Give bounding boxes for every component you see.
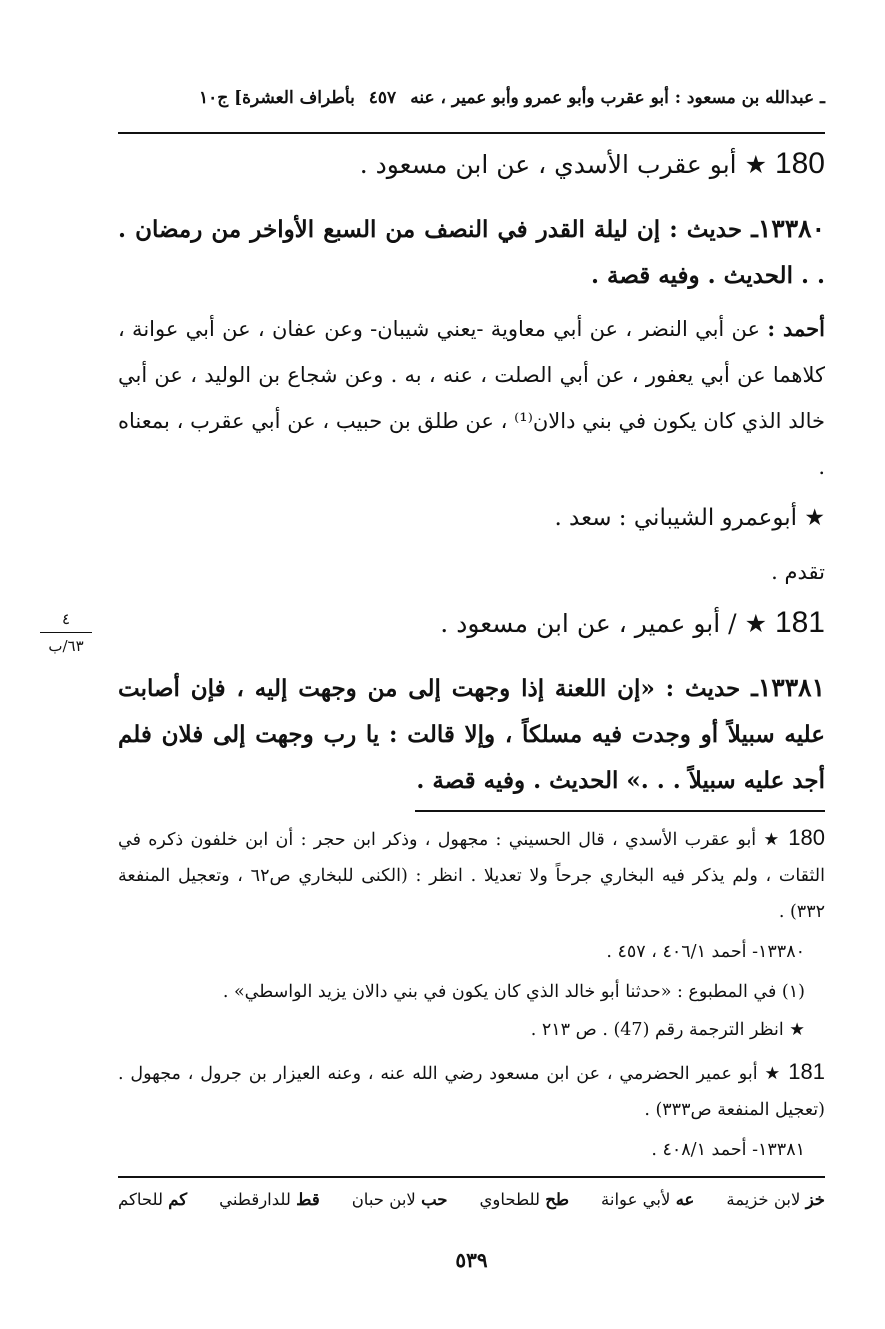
abbr-item: كم للحاكم [118, 1190, 188, 1209]
entry-heading-181 [118, 606, 825, 640]
footnote-1: (١) في المطبوع : «حدثنا أبو خالد الذي كان يكون في بني دالان يزيد الواسطي» . [222, 982, 805, 1002]
folio-slash: / [728, 609, 737, 638]
abbr-item: خز لابن خزيمة [726, 1190, 825, 1209]
cross-reference-note: تقدم . [771, 560, 825, 584]
folio-bottom: ٦٣/ب [48, 637, 84, 655]
footnote-text: أبو عمير الحضرمي ، عن ابن مسعود رضي الله عنه ، وعنه العيزار بن جرول ، مجهول . (تعجيل المنفعة ص٣٣٣) . [118, 1064, 825, 1120]
folio-top: ٤ [61, 610, 71, 628]
source-label: أحمد : [767, 316, 825, 341]
header-rule [118, 132, 825, 134]
header-section-title: ـ عبدالله بن مسعود : أبو عقرب وأبو عمرو وأبو عمير ، عنه [410, 88, 825, 108]
star-icon: ★ [744, 609, 767, 638]
entry-heading-180 [118, 147, 825, 181]
running-header [118, 88, 825, 108]
reference-13381: ١٣٣٨١- أحمد ٤٠٨/١ . [651, 1140, 805, 1160]
abbr-item: حب لابن حبان [351, 1190, 448, 1209]
footnote-180 [118, 820, 825, 930]
header-page-ref: ٤٥٧ [368, 88, 397, 108]
hadith-13381 [118, 665, 825, 804]
entry-number: 181 [774, 606, 825, 639]
folio-divider [40, 632, 92, 633]
entry-title: أبو عمير ، عن ابن مسعود . [440, 609, 721, 638]
hadith-number: ١٣٣٨٠ [757, 214, 825, 243]
entry-title: أبوعمرو الشيباني : سعد . [554, 505, 798, 531]
footnote-181 [118, 1054, 825, 1128]
hadith-text: ـ حديث : إن ليلة القدر في النصف من السبع الأواخر من رمضان . . . الحديث . وفيه قصة . [118, 216, 825, 289]
abbr-item: طح للطحاوي [479, 1190, 570, 1209]
footnote-number: 180 [788, 825, 825, 850]
footnote-text: أبو عقرب الأسدي ، قال الحسيني : مجهول ، وذكر ابن حجر : أن ابن خلفون ذكره في الثقات ، ولم يذكر فيه البخاري جرحاً ولا تعديلا . انظر : (الكنى للبخاري ص٦٢ ، وتعجيل المنفعة ٣٣٢) . [118, 830, 825, 922]
entry-number: 180 [774, 147, 825, 180]
star-icon: ★ [804, 505, 825, 531]
footnote-number: 181 [788, 1059, 825, 1084]
abbreviations-rule [118, 1176, 825, 1178]
star-icon: ★ [744, 150, 767, 179]
hadith-text: ـ حديث : «إن اللعنة إذا وجهت إلى من وجهت إليه ، فإن أصابت عليه سبيلاً أو وجدت فيه مسلكاً ، وإلا قالت : يا رب وجهت إلى فلان فلم أجد عليه سبيلاً . . .» الحديث . وفيه قصة . [118, 675, 825, 794]
star-icon: ★ [764, 1064, 782, 1084]
book-page [118, 0, 825, 1329]
header-book-title: بأطراف العشرة] ج١٠ [198, 88, 355, 108]
abbr-item: قط للدارقطني [219, 1190, 320, 1209]
margin-folio-note [36, 608, 96, 657]
entry-heading-abu-amr [118, 505, 825, 531]
footnote-rule [415, 810, 825, 812]
isnad-text: عن أبي النضر ، عن أبي معاوية -يعني شيبان- وعن عفان ، عن أبي عوانة ، كلاهما عن أبي يعفور ، عن أبي الصلت ، عنه ، به . وعن شجاع بن الوليد ، عن أبي خالد الذي كان يكون في بني دالان⁽¹⁾ ، عن طلق بن حبيب ، عن أبي عقرب ، بمعناه . [118, 317, 825, 479]
abbreviation-legend [118, 1190, 825, 1209]
hadith-number: ١٣٣٨١ [757, 673, 825, 702]
abbr-item: عه لأبي عوانة [601, 1190, 695, 1209]
hadith-13380 [118, 206, 825, 299]
see-also-note: ★ انظر الترجمة رقم (47) . ص ٢١٣ . [530, 1020, 805, 1040]
page-number: ٥٣٩ [455, 1248, 488, 1272]
reference-13380: ١٣٣٨٠- أحمد ٤٠٦/١ ، ٤٥٧ . [606, 942, 805, 962]
isnad-paragraph-13380 [118, 306, 825, 490]
entry-title: أبو عقرب الأسدي ، عن ابن مسعود . [359, 150, 737, 179]
star-icon: ★ [763, 830, 781, 850]
